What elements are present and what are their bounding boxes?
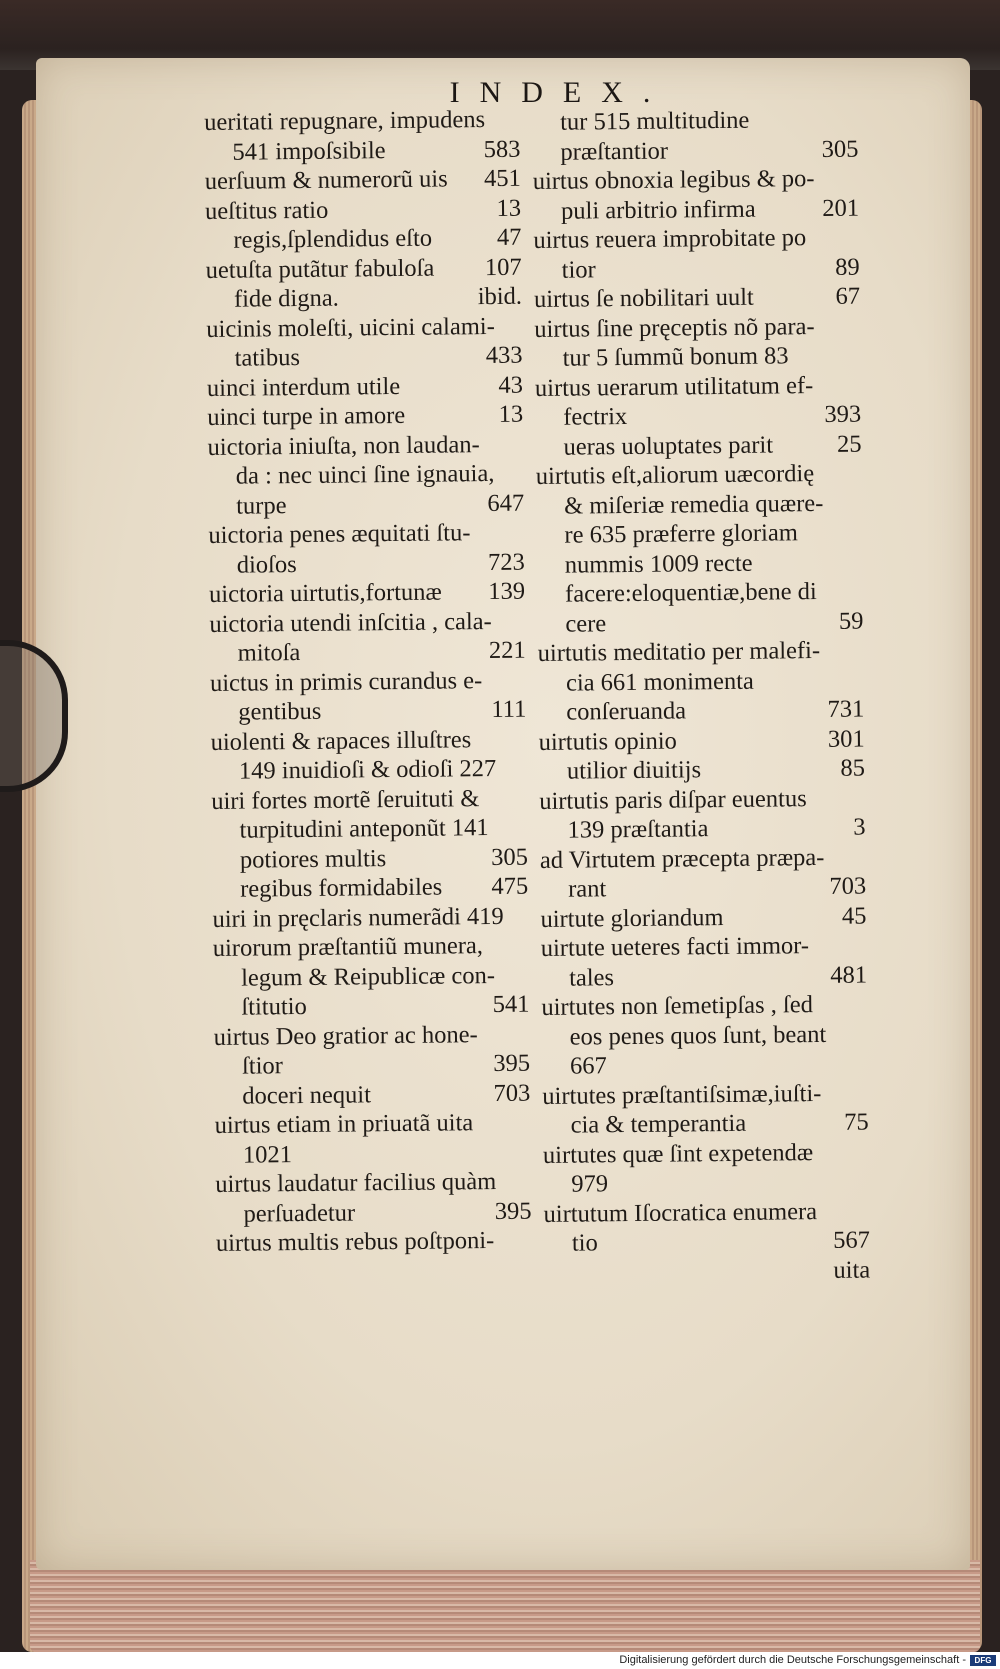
index-entry-text: uirtus ſine pręceptis nõ para- [534,312,815,343]
index-entry [206,282,522,315]
index-entry [537,547,863,580]
index-entry-text: uirtus uerarum utilitatum ef- [534,371,814,402]
index-entry [210,636,526,669]
index-entry-text: mitoſa [237,639,301,667]
index-entry [540,901,866,934]
index-entry-text: 541 impoſsibile [232,136,386,166]
index-entry-text: cia & temperantia [570,1109,747,1139]
index-entry-text: nummis 1009 recte [564,549,753,579]
index-entry [213,990,529,1023]
index-entry-text: uirtutes non ſemetipſas , ſed [541,991,814,1021]
index-entry [215,1108,531,1141]
index-entry-text: 139 præſtantia [567,815,709,844]
index-entry-page: 59 [838,607,864,635]
index-entry [211,813,527,846]
index-entry [210,665,526,698]
index-entry-text: eos penes quos ſunt, beant [569,1020,827,1051]
index-entry [215,1196,531,1229]
index-entry [540,872,866,905]
index-entry-page: 47 [496,223,522,251]
page-edges-bottom [30,1560,980,1652]
index-entry-page: 481 [830,961,868,989]
index-entry-page: 75 [843,1108,869,1136]
index-entry-text: cere [565,609,607,638]
index-entry-text: regibus formidabiles [240,873,443,903]
index-entry-text: uictoria utendi inſcitia , cala- [209,607,492,638]
index-entry-text: perſuadetur [243,1198,356,1228]
index-entry [534,341,860,374]
index-entry-page: 475 [491,872,529,901]
index-entry-text: 149 inuidioſi & odioſi 227 [238,754,497,785]
index-entry-text: ueras uoluptates parit [563,430,774,461]
index-entry-page: 305 [490,843,528,871]
index-entry-text: regis,ſplendidus eſto [233,224,433,254]
index-entry-text: puli arbitrio infirma [560,195,756,225]
index-entry-page: 221 [488,636,526,665]
index-entry [210,724,526,757]
index-entry [211,754,527,787]
index-entry [213,931,529,964]
index-entry-page: 583 [483,135,521,163]
index-entry [536,518,862,551]
index-entry-page: 395 [494,1197,532,1225]
index-entry [543,1108,869,1141]
index-entry-text: cia 661 monimenta [565,667,754,697]
dfg-logo: DFG [970,1655,996,1666]
index-entry-text: uiri fortes mortẽ ſeruituti & [211,784,480,815]
index-entry-text: rant [568,875,607,903]
index-entry-text: uirtus ſe nobilitari uult [533,283,754,313]
index-entry-text: uictus in primis curandus e- [209,666,483,697]
index-entry [544,1255,870,1288]
index-entry-text: ad Virtutem præcepta præpa- [539,843,825,874]
index-entry [541,990,867,1023]
index-entry-page: 85 [840,754,866,782]
index-entry [211,783,527,816]
index-entry [204,134,520,167]
index-entry-page: 89 [835,253,860,281]
index-entry-page: 67 [835,282,861,310]
index-entry-text: potiores multis [239,844,387,874]
index-entry-text: uerſuum & numerorũ uis [204,165,448,195]
index-entry [541,931,867,964]
index-entry [209,577,525,610]
index-entry-text: uirtus obnoxia legibus & po- [532,165,815,195]
index-entry-text: uictoria uirtutis,fortunæ [208,578,442,608]
index-entry-text: dioſos [236,550,297,579]
index-entry [537,577,863,610]
index-entry [212,842,528,875]
index-entry-text: præſtantior [560,137,669,166]
index-entry [541,960,867,993]
page-header: INDEX. [449,76,671,109]
index-entry-text: doceri nequit [242,1080,372,1110]
index-entry [214,1078,530,1111]
index-entry [532,105,858,138]
index-entry [533,164,859,197]
index-entry [212,872,528,905]
index-entry [214,1019,530,1052]
index-entry-text: uirtute gloriandum [540,903,724,933]
index-entry [213,960,529,993]
index-entry [538,695,864,728]
index-entry-text: uirtus multis rebus poſtponi- [215,1227,495,1257]
index-entry-page: 107 [484,253,522,281]
index-entry [538,724,864,757]
index-entry-text: tior [561,255,596,284]
index-entry [535,370,861,403]
index-entry [540,842,866,875]
index-entry-text: uicinis moleſti, uicini calami- [206,312,495,343]
index-entry [209,606,525,639]
index-entry-text: gentibus [238,697,322,726]
index-entry-text: uirtutum Iſocratica enumera [543,1197,818,1228]
index-entry-page: 703 [493,1079,531,1107]
index-entry-text: uiri in pręclaris numerãdi 419 [212,902,504,933]
index-entry-page: 25 [836,430,862,458]
index-entry [532,134,858,167]
index-entry-page: 723 [487,548,525,576]
index-entry [205,223,521,256]
index-entry-text: turpitudini anteponũt 141 [239,814,489,844]
index-entry [539,754,865,787]
index-entry [207,370,523,403]
index-entry [205,164,521,197]
index-entry [214,1049,530,1082]
index-entry-page: 13 [496,194,522,222]
index-entry-page: 45 [841,902,867,930]
index-entry [542,1049,868,1082]
index-entry-page: 139 [488,577,526,606]
index-entry [539,813,865,846]
index-entry-text: uirtutes præſtantiſsimæ,iuſti- [542,1079,822,1110]
index-entry [543,1137,869,1170]
index-entry [204,105,520,138]
index-entry-text: da : nec uinci ſine ignauia, [235,459,495,490]
index-entry [212,901,528,934]
index-entry-text: uictoria iniuſta, non laudan- [207,430,480,461]
index-entry-page: 647 [487,489,525,517]
index-entry-text: uetuſta putãtur fabuloſa [205,254,435,284]
index-column-right [532,105,870,1288]
index-entry [533,223,859,256]
index-entry-text: tales [568,963,615,992]
index-entry-text: uirtus etiam in priuatã uita [214,1109,474,1139]
footer-text: Digitalisierung gefördert durch die Deutsche Forschungsgemeinschaft - [619,1654,966,1666]
index-entry-text: facere:eloquentiæ,bene di [564,578,817,608]
index-entry-page: 305 [821,135,859,163]
index-entry-page: 43 [498,371,524,399]
index-entry-text: uirtus reuera improbitate po [533,224,807,254]
index-entry [543,1167,869,1200]
index-entry [534,282,860,315]
index-entry-text: tur 5 ſummũ bonum 83 [562,342,789,372]
index-entry-text: uirtutis meditatio per malefi- [537,637,821,667]
index-entry-text: fectrix [563,403,628,431]
index-entry-page: 393 [824,400,862,428]
index-entry [206,341,522,374]
index-column-left [204,105,532,1259]
index-entry [537,606,863,639]
index-entry-text: uirtute ueteres facti immor- [540,932,810,962]
index-entry-text: ueſtitus ratio [204,196,329,225]
index-entry-text: tur 515 multitudine [560,106,750,136]
index-entry-page: 451 [483,164,521,193]
index-entry-text: uirtutis paris diſpar euentus [539,784,807,815]
index-entry-text: tatibus [234,344,301,372]
index-entry [207,429,523,462]
index-entry [534,252,860,285]
index-entry [208,518,524,551]
index-entry-text: uirtutis eſt,aliorum uæcordię [535,460,815,490]
index-entry [208,488,524,521]
index-entry [215,1137,531,1170]
index-entry-text: tio [571,1229,598,1257]
index-entry-text: & miſeriæ remedia quære- [564,489,824,520]
index-entry-page: 567 [832,1226,871,1254]
index-entry-text: 979 [571,1170,609,1198]
index-entry-page: 731 [827,695,865,723]
index-entry-text: turpe [236,491,287,520]
index-entry-text: conſeruanda [566,697,687,726]
index-entry-text: 1021 [242,1140,293,1169]
index-entry [215,1167,531,1200]
index-entry [542,1019,868,1052]
index-entry [536,459,862,492]
index-entry-page: 301 [827,725,865,753]
index-entry-page: 395 [493,1049,531,1078]
index-entry [205,193,521,226]
index-entry [216,1226,532,1259]
index-entry-page: 13 [498,400,524,428]
index-entry-text: legum & Reipublicæ con- [240,961,496,992]
index-entry-text: utilior diuitijs [566,756,702,785]
index-entry-text: uinci interdum utile [206,372,401,402]
index-entry-text: uirtutis opinio [538,727,677,756]
index-entry-page: 541 [492,990,530,1019]
index-entry-text: 667 [569,1052,607,1080]
index-entry-text: re 635 præferre gloriam [564,519,798,549]
index-entry-text: uirorum præſtantiũ munera, [212,932,484,962]
index-entry [536,488,862,521]
index-entry [535,400,861,433]
index-entry [534,311,860,344]
index-entry [542,1078,868,1111]
index-entry-page: 201 [822,194,860,222]
index-entry-text: ſtitutio [241,992,307,1021]
index-entry-text: uirtutes quæ ſint expetendæ [542,1138,814,1169]
index-entry [538,636,864,669]
index-entry [210,695,526,728]
index-entry [535,429,861,462]
index-entry-text: uirtus Deo gratior ac hone- [213,1020,478,1051]
index-entry-text: uinci turpe in amore [207,401,406,431]
index-entry-text: uiolenti & rapaces illuſtres [210,725,472,756]
index-entry-page: 111 [491,695,527,724]
index-entry [544,1226,870,1259]
index-entry-page: uita [833,1256,871,1284]
index-entry-page: 3 [853,813,866,841]
index-entry [538,665,864,698]
index-entry [206,252,522,285]
index-entry-text: ſtior [241,1052,284,1080]
index-entry [543,1196,869,1229]
index-entry-page: 703 [829,872,867,900]
index-entry [533,193,859,226]
index-entry [206,311,522,344]
index-entry [207,400,523,433]
index-entry-text: uirtus laudatur facilius quàm [215,1167,497,1198]
index-entry-text: fide digna. [233,284,339,313]
index-entry-text: uictoria penes æquitati ſtu- [208,519,471,549]
index-entry-page: 433 [485,341,523,370]
index-entry [209,547,525,580]
index-entry-text: ueritati repugnare, impudens [204,106,486,136]
index-entry-page: ibid. [477,282,523,311]
index-entry [539,783,865,816]
footer-credit [0,1652,1000,1669]
index-entry [208,459,524,492]
